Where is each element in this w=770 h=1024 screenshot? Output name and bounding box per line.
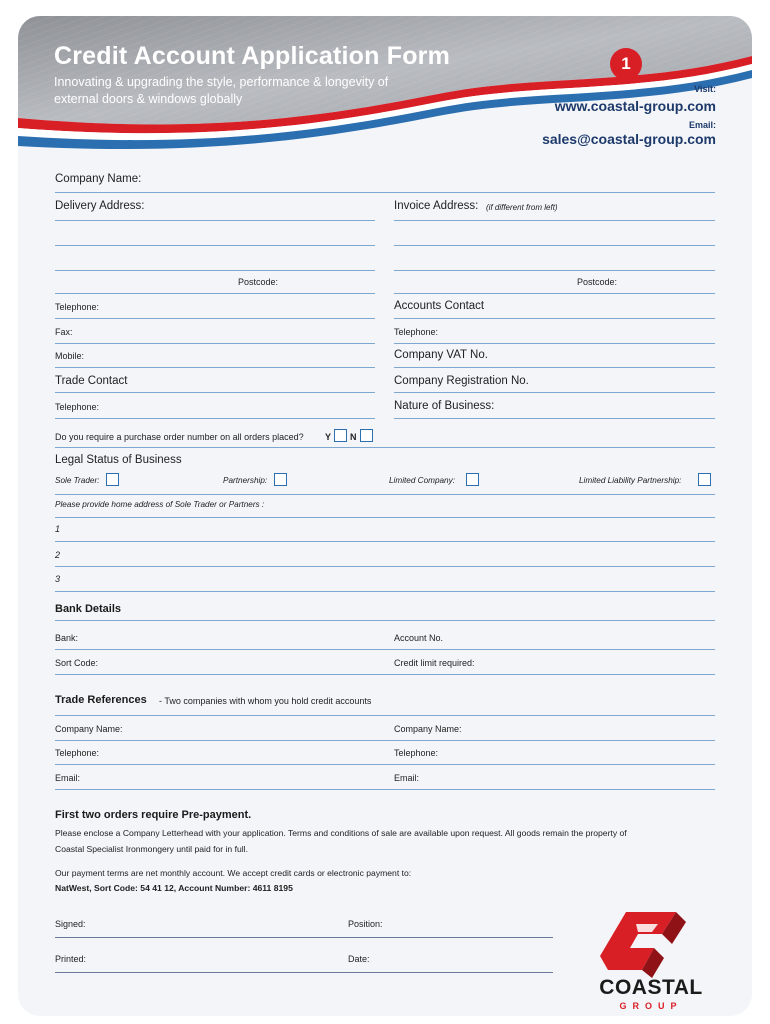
bank-field[interactable] bbox=[55, 649, 715, 650]
registration-label: Company Registration No. bbox=[394, 375, 529, 387]
ref-company-left-label: Company Name: bbox=[55, 724, 123, 734]
fax-label: Fax: bbox=[55, 327, 73, 337]
prepayment-text-line-1: Please enclose a Company Letterhead with your application. Terms and conditions of sale are available upon request. All goods remain the property of bbox=[55, 828, 627, 838]
printed-date-field[interactable] bbox=[55, 972, 553, 973]
accounts-contact-label: Accounts Contact bbox=[394, 300, 485, 312]
home-address-divider bbox=[55, 517, 715, 518]
references-title-divider bbox=[55, 715, 715, 716]
accounts-contact-field[interactable] bbox=[394, 318, 715, 319]
nature-of-business-label: Nature of Business: bbox=[394, 400, 495, 412]
vat-label: Company VAT No. bbox=[394, 349, 488, 361]
page-number-badge: 1 bbox=[610, 48, 642, 80]
trade-telephone-label: Telephone: bbox=[55, 402, 100, 412]
trade-contact-label: Trade Contact bbox=[55, 375, 128, 387]
form-title: Credit Account Application Form bbox=[54, 42, 451, 70]
ref-email-right-label: Email: bbox=[394, 773, 420, 783]
invoice-address-line-2[interactable] bbox=[394, 245, 715, 246]
coastal-group-logo bbox=[586, 904, 736, 1014]
trade-references-title: Trade References bbox=[55, 694, 147, 706]
po-no-checkbox[interactable] bbox=[360, 429, 373, 442]
sole-trader-checkbox[interactable] bbox=[106, 473, 119, 486]
po-yes-checkbox[interactable] bbox=[334, 429, 347, 442]
postcode-right-label: Postcode: bbox=[577, 277, 618, 287]
home-address-row-2-field[interactable] bbox=[55, 566, 715, 567]
bank-details-title: Bank Details bbox=[55, 603, 122, 615]
delivery-address-label: Delivery Address: bbox=[55, 200, 145, 212]
home-address-row-3-field[interactable] bbox=[55, 591, 715, 592]
postcode-left-label: Postcode: bbox=[238, 277, 279, 287]
home-address-row-2-label: 2 bbox=[55, 550, 61, 560]
delivery-address-line-3[interactable] bbox=[55, 270, 375, 271]
delivery-address-line-2[interactable] bbox=[55, 245, 375, 246]
trade-references-note: - Two companies with whom you hold credit accounts bbox=[159, 696, 372, 706]
ref-telephone-right-label: Telephone: bbox=[394, 748, 439, 758]
po-no-label: N bbox=[350, 432, 357, 442]
invoice-address-line-1[interactable] bbox=[394, 220, 715, 221]
printed-label: Printed: bbox=[55, 954, 87, 964]
telephone-label: Telephone: bbox=[55, 302, 100, 312]
ref-company-right-label: Company Name: bbox=[394, 724, 462, 734]
logo-wordmark: COASTAL bbox=[599, 976, 703, 999]
llp-label: Limited Liability Partnership: bbox=[579, 476, 682, 485]
limited-company-label: Limited Company: bbox=[389, 476, 455, 485]
nature-of-business-field[interactable] bbox=[394, 418, 715, 419]
company-name-field[interactable] bbox=[55, 192, 715, 193]
ref-telephone-field[interactable] bbox=[55, 764, 715, 765]
visit-label: Visit: bbox=[694, 84, 716, 94]
prepayment-text-line-2: Coastal Specialist Ironmongery until paid for in full. bbox=[55, 844, 248, 854]
postcode-left-field[interactable] bbox=[55, 293, 375, 294]
sort-code-label: Sort Code: bbox=[55, 658, 99, 668]
position-label: Position: bbox=[348, 919, 383, 929]
date-label: Date: bbox=[348, 954, 370, 964]
po-divider bbox=[55, 447, 715, 448]
invoice-address-line-3[interactable] bbox=[394, 270, 715, 271]
llp-checkbox[interactable] bbox=[698, 473, 711, 486]
legal-status-title: Legal Status of Business bbox=[55, 454, 182, 466]
home-address-row-1-field[interactable] bbox=[55, 541, 715, 542]
home-address-row-1-label: 1 bbox=[55, 524, 61, 534]
company-name-label: Company Name: bbox=[55, 173, 142, 185]
form-page bbox=[18, 16, 752, 1016]
fax-field[interactable] bbox=[55, 343, 375, 344]
payment-bank-details: NatWest, Sort Code: 54 41 12, Account Number: 4611 8195 bbox=[55, 883, 293, 893]
bank-title-divider bbox=[55, 620, 715, 621]
limited-company-checkbox[interactable] bbox=[466, 473, 479, 486]
ref-email-left-label: Email: bbox=[55, 773, 81, 783]
postcode-right-field[interactable] bbox=[394, 293, 715, 294]
payment-terms-text: Our payment terms are net monthly account. We accept credit cards or electronic payment to: bbox=[55, 868, 412, 878]
trade-telephone-field[interactable] bbox=[55, 418, 375, 419]
trade-contact-field[interactable] bbox=[55, 392, 375, 393]
sole-trader-label: Sole Trader: bbox=[55, 476, 100, 485]
vat-field[interactable] bbox=[394, 367, 715, 368]
legal-divider bbox=[55, 494, 715, 495]
bank-label: Bank: bbox=[55, 633, 79, 643]
credit-limit-label: Credit limit required: bbox=[394, 658, 475, 668]
email-label: Email: bbox=[688, 120, 716, 130]
account-no-label: Account No. bbox=[394, 633, 444, 643]
invoice-address-note: (if different from left) bbox=[486, 203, 558, 212]
form-subtitle: Innovating & upgrading the style, performance & longevity of external doors & windows globally bbox=[54, 75, 389, 106]
delivery-address-line-1[interactable] bbox=[55, 220, 375, 221]
po-question: Do you require a purchase order number on all orders placed? bbox=[55, 432, 304, 442]
accounts-telephone-field[interactable] bbox=[394, 343, 715, 344]
ref-telephone-left-label: Telephone: bbox=[55, 748, 100, 758]
signed-label: Signed: bbox=[55, 919, 86, 929]
email-link[interactable]: sales@coastal-group.com bbox=[542, 131, 716, 147]
logo-subtitle: GROUP bbox=[619, 1001, 683, 1011]
po-yes-label: Y bbox=[325, 432, 332, 442]
home-address-note: Please provide home address of Sole Trader or Partners : bbox=[55, 500, 265, 509]
website-link[interactable]: www.coastal-group.com bbox=[554, 98, 716, 114]
mobile-field[interactable] bbox=[55, 367, 375, 368]
invoice-address-label: Invoice Address: bbox=[394, 200, 479, 212]
telephone-field[interactable] bbox=[55, 318, 375, 319]
partnership-checkbox[interactable] bbox=[274, 473, 287, 486]
signed-position-field[interactable] bbox=[55, 937, 553, 938]
prepayment-title: First two orders require Pre-payment. bbox=[55, 809, 252, 821]
sort-code-field[interactable] bbox=[55, 674, 715, 675]
accounts-telephone-label: Telephone: bbox=[394, 327, 439, 337]
logo-mark-icon bbox=[586, 904, 716, 979]
mobile-label: Mobile: bbox=[55, 351, 85, 361]
ref-company-field[interactable] bbox=[55, 740, 715, 741]
header-banner bbox=[18, 16, 752, 166]
registration-field[interactable] bbox=[394, 392, 715, 393]
home-address-row-3-label: 3 bbox=[55, 574, 61, 584]
partnership-label: Partnership: bbox=[223, 476, 268, 485]
ref-email-field[interactable] bbox=[55, 789, 715, 790]
